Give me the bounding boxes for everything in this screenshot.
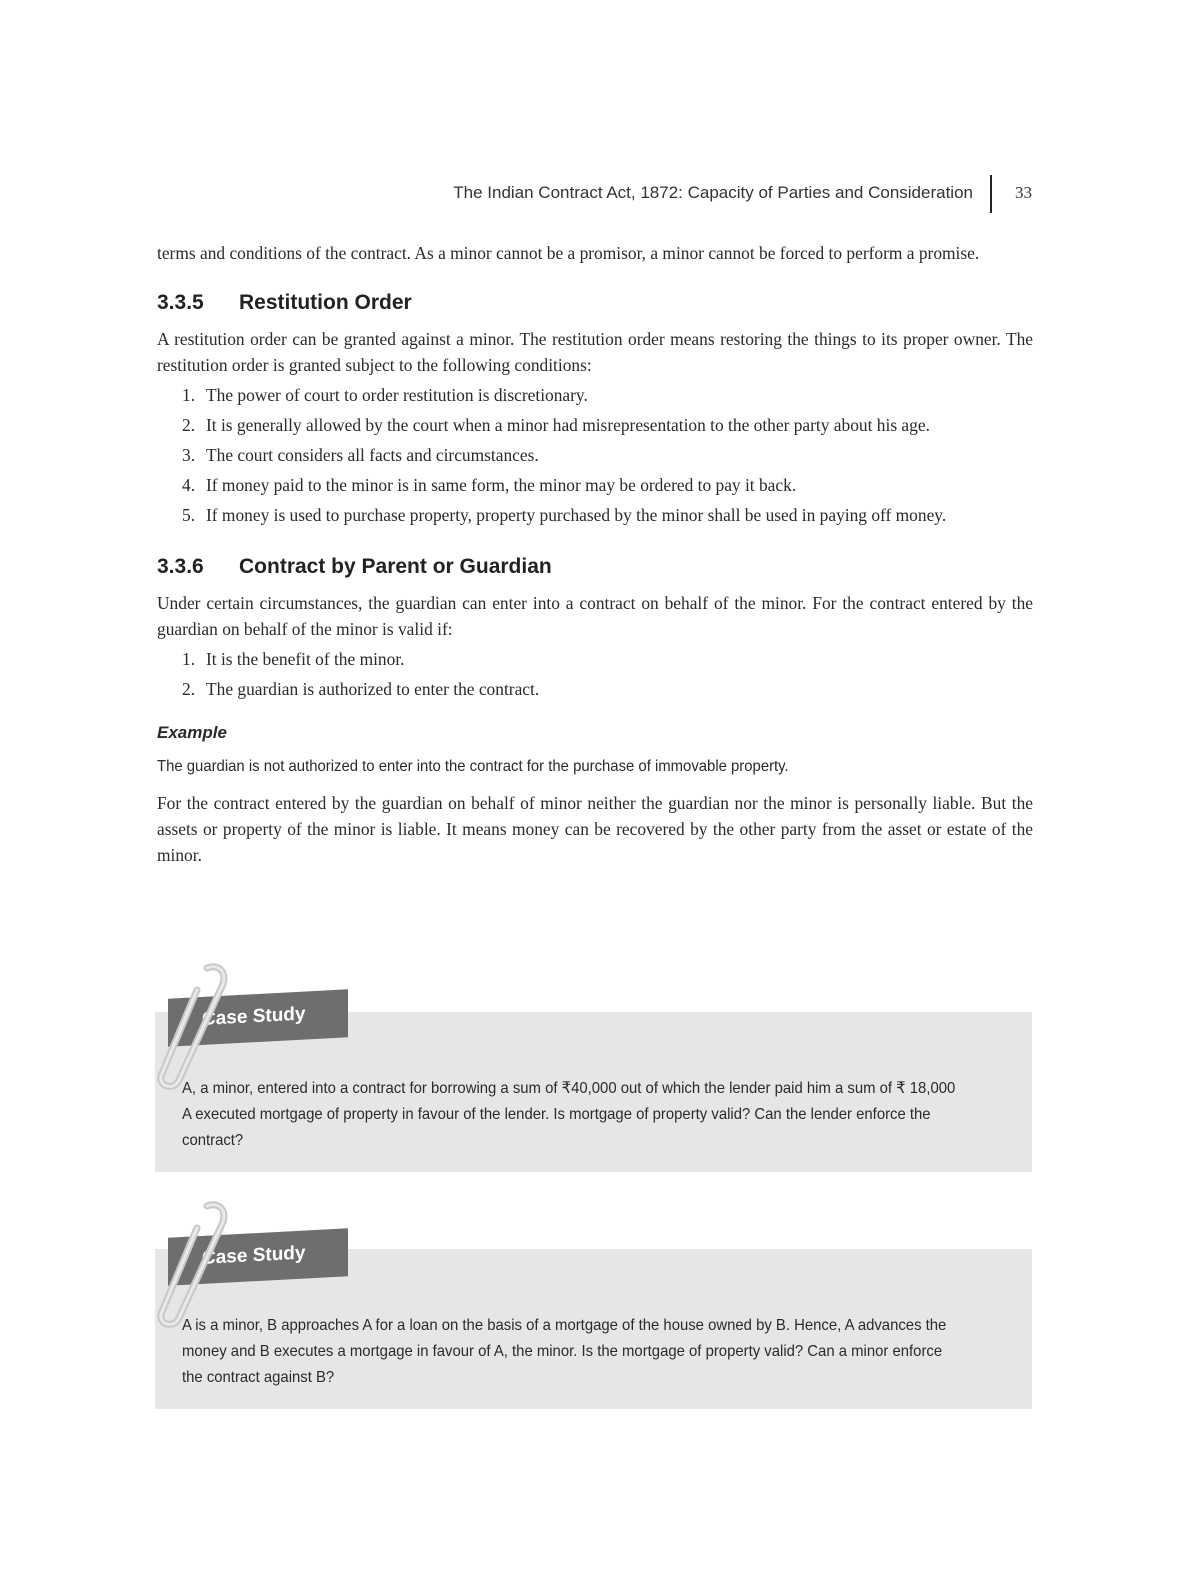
section-number: 3.3.5 — [157, 291, 204, 314]
list-item: 5. If money is used to purchase property, property purchased by the minor shall be used in paying off money. — [182, 505, 947, 525]
header-title: The Indian Contract Act, 1872: Capacity of Parties and Consideration — [453, 183, 973, 202]
paperclip-icon — [145, 1200, 231, 1330]
intro-paragraph: terms and conditions of the contract. As a minor cannot be a promisor, a minor cannot be forced to perform a promise. — [157, 243, 980, 263]
section-paragraph: A restitution order can be granted against a minor. The restitution order means restoring the things to its proper owner. The restitution order is granted subject to the following conditions: — [157, 329, 1033, 375]
list-item: 1. The power of court to order restitution is discretionary. — [182, 385, 588, 405]
list-item: 2. The guardian is authorized to enter the contract. — [182, 679, 540, 699]
list-item: 1. It is the benefit of the minor. — [182, 649, 405, 669]
list-item: 4. If money paid to the minor is in same form, the minor may be ordered to pay it back. — [182, 475, 797, 495]
section-title: Contract by Parent or Guardian — [239, 555, 552, 578]
section-paragraph: Under certain circumstances, the guardian can enter into a contract on behalf of the minor. For the contract entered by the guardian on behalf of the minor is valid if: — [157, 593, 1033, 639]
list-item: 2. It is generally allowed by the court when a minor had misrepresentation to the other party about his age. — [182, 415, 930, 435]
header-divider — [990, 175, 992, 213]
section-heading-restitution — [157, 290, 1033, 316]
page-number: 33 — [1015, 183, 1032, 202]
case-study-label: Case Study — [202, 1242, 306, 1269]
case-study-text: A, a minor, entered into a contract for borrowing a sum of ₹40,000 out of which the lender paid him a sum of ₹ 18,000 A executed mortgage of property in favour of the lender. Is mortgage of property valid? Can the lender enforce the contract? — [182, 1080, 956, 1149]
section-title: Restitution Order — [239, 291, 412, 314]
running-header — [150, 183, 1035, 211]
section-heading-guardian — [157, 554, 1033, 580]
example-heading: Example — [157, 723, 227, 742]
paperclip-icon — [145, 962, 231, 1092]
guardian-conditions-list — [157, 646, 1033, 702]
case-study-text: A is a minor, B approaches A for a loan on the basis of a mortgage of the house owned by B. Hence, A advances the money and B executes a mortgage in favour of A, the minor. Is the mortgage of property valid? Can a minor enforce the contract against B? — [182, 1317, 947, 1386]
main-content — [157, 240, 1033, 868]
section-number: 3.3.6 — [157, 555, 204, 578]
closing-paragraph: For the contract entered by the guardian on behalf of minor neither the guardian nor the minor is personally liable. But the assets or property of the minor is liable. It means money can be recovered by the other party from the asset or estate of the minor. — [157, 793, 1033, 865]
restitution-conditions-list — [157, 382, 1033, 528]
case-study-label: Case Study — [202, 1003, 306, 1030]
example-text: The guardian is not authorized to enter into the contract for the purchase of immovable property. — [157, 758, 789, 775]
list-item: 3. The court considers all facts and circumstances. — [182, 445, 539, 465]
